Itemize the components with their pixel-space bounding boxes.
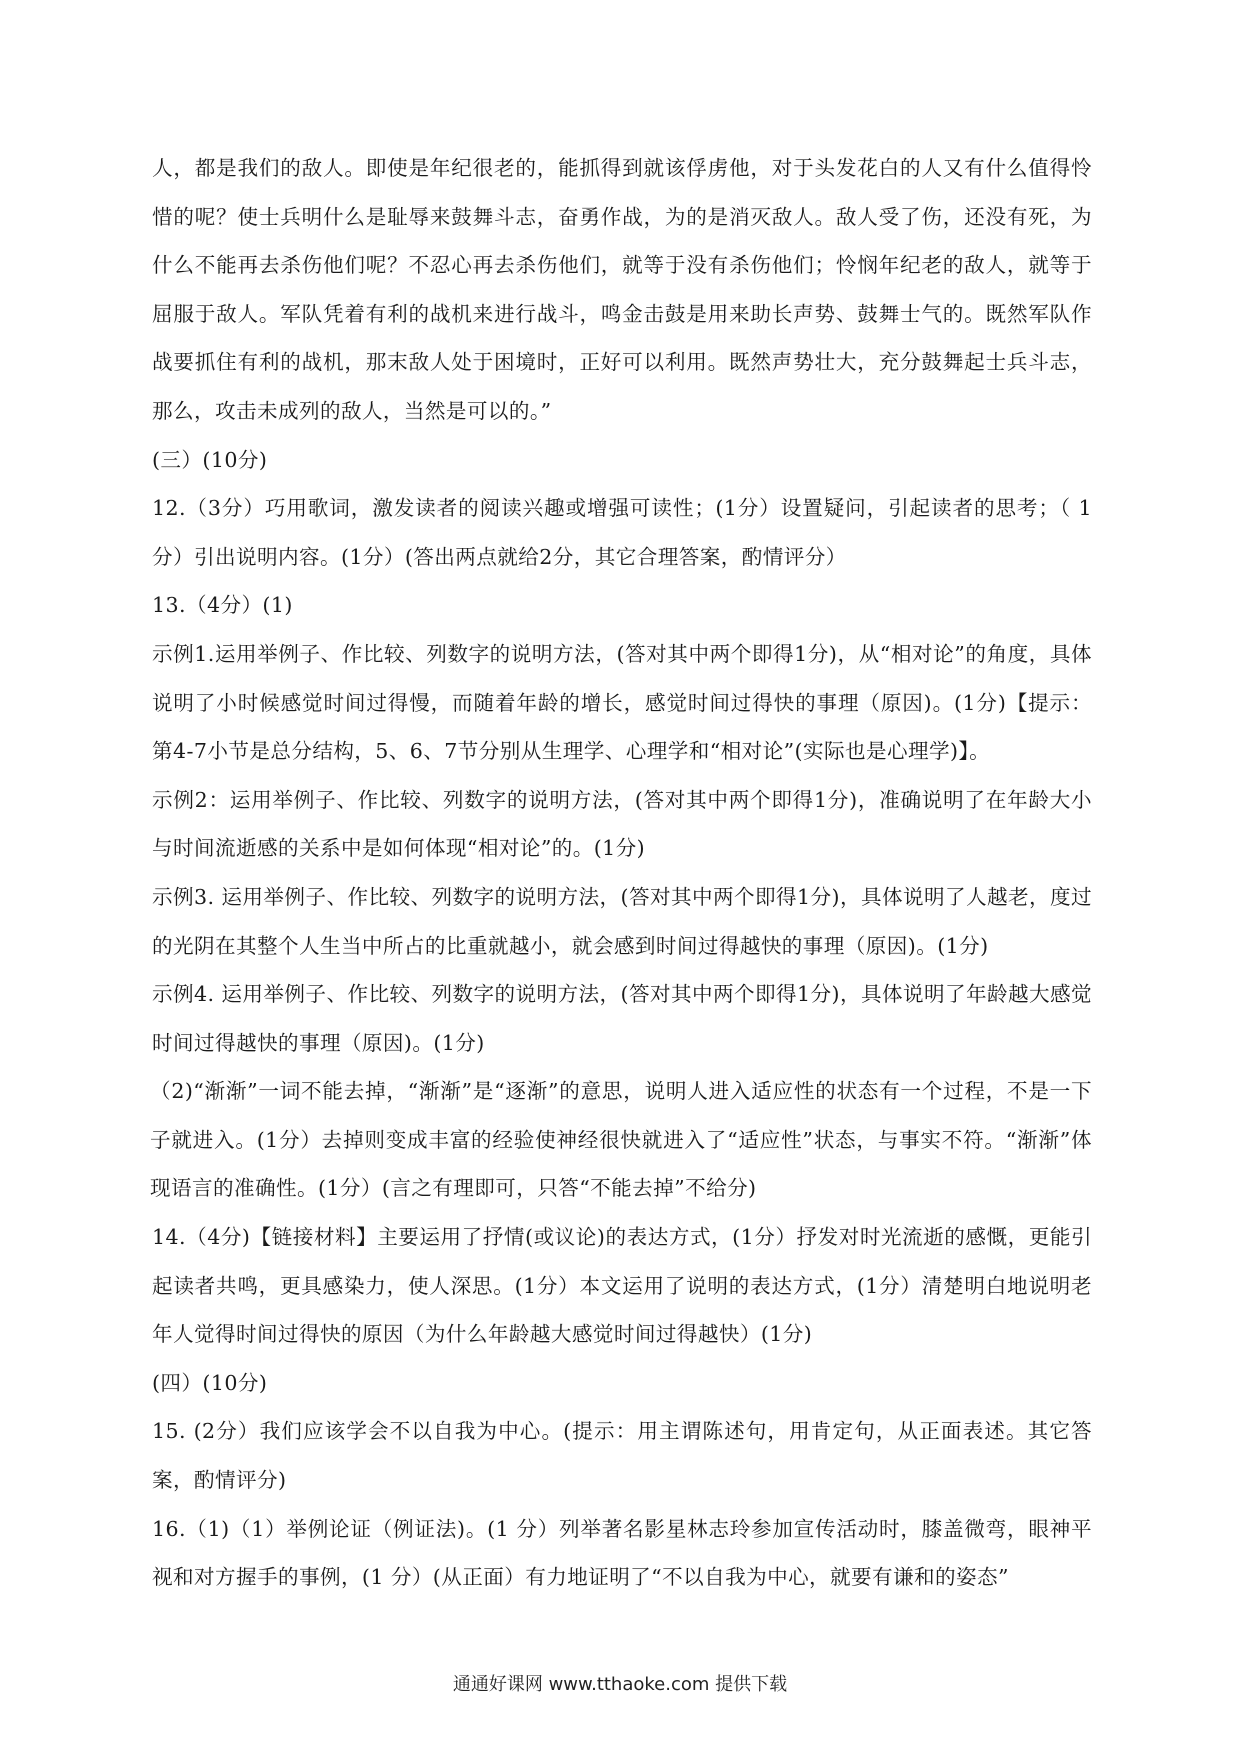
- answer-13-example-2: 示例2：运用举例子、作比较、列数字的说明方法，(答对其中两个即得1分)，准确说明了在年龄大小与时间流逝感的关系中是如何体现“相对论”的。(1分): [152, 787, 1092, 861]
- answer-13-example-3: 示例3. 运用举例子、作比较、列数字的说明方法，(答对其中两个即得1分)，具体说明了人越老，度过的光阴在其整个人生当中所占的比重就越小，就会感到时间过得越快的事理（原因)。(1分): [152, 884, 1092, 958]
- answer-15: 15. (2分）我们应该学会不以自我为中心。(提示：用主谓陈述句，用肯定句，从正面表述。其它答案，酌情评分): [152, 1419, 1092, 1493]
- answer-13-heading: 13.（4分）(1): [152, 593, 293, 618]
- answer-12: 12.（3分）巧用歌词，激发读者的阅读兴趣或增强可读性；(1分）设置疑问，引起读者的思考；（ 1分）引出说明内容。(1分）(答出两点就给2分，其它合理答案，酌情评分）: [152, 496, 1092, 569]
- answer-16: 16.（1)（1）举例论证（例证法)。(1 分）列举著名影星林志玲参加宣传活动时，膝盖微弯，眼神平视和对方握手的事例，(1 分）(从正面）有力地证明了“不以自我为中心，就要有谦和的姿态”: [152, 1516, 1092, 1590]
- paragraph-passage-translation: 人，都是我们的敌人。即使是年纪很老的，能抓得到就该俘虏他，对于头发花白的人又有什么值得怜惜的呢？使士兵明什么是耻辱来鼓舞斗志，奋勇作战，为的是消灭敌人。敌人受了伤，还没有死，为什么不能再去杀伤他们呢？不忍心再去杀伤他们，就等于没有杀伤他们；怜悯年纪老的敌人，就等于屈服于敌人。军队凭着有利的战机来进行战斗，鸣金击鼓是用来助长声势、鼓舞士气的。既然军队作战要抓住有利的战机，那末敌人处于困境时，正好可以利用。既然声势壮大，充分鼓舞起士兵斗志，那么，攻击未成列的敌人，当然是可以的。”: [152, 156, 1092, 423]
- section-heading-4: (四）(10分): [152, 1370, 268, 1395]
- answer-13-example-4: 示例4. 运用举例子、作比较、列数字的说明方法，(答对其中两个即得1分)，具体说明了年龄越大感觉时间过得越快的事理（原因)。(1分): [152, 982, 1092, 1055]
- answer-text-body: [152, 144, 1092, 1602]
- answer-13-example-1: 示例1.运用举例子、作比较、列数字的说明方法，(答对其中两个即得1分)，从“相对论”的角度，具体说明了小时候感觉时间过得慢，而随着年龄的增长，感觉时间过得快的事理（原因)。(1分)【提示：第4-7小节是总分结构，5、6、7节分别从生理学、心理学和“相对论”(实际也是心理学)】。: [152, 641, 1092, 764]
- section-heading-3: (三）(10分): [152, 447, 268, 472]
- answer-13-part-2: （2)“渐渐”一词不能去掉，“渐渐”是“逐渐”的意思，说明人进入适应性的状态有一个过程，不是一下子就进入。(1分）去掉则变成丰富的经验使神经很快就进入了“适应性”状态，与事实不符。“渐渐”体现语言的准确性。(1分）(言之有理即可，只答“不能去掉”不给分): [150, 1079, 1092, 1201]
- page-footer: 通通好课网 www.tthaoke.com 提供下载: [452, 1674, 788, 1695]
- answer-14: 14.（4分)【链接材料】主要运用了抒情(或议论)的表达方式，(1分）抒发对时光流逝的感慨，更能引起读者共鸣，更具感染力，使人深思。(1分）本文运用了说明的表达方式，(1分）清楚明白地说明老年人觉得时间过得快的原因（为什么年龄越大感觉时间过得越快）(1分): [152, 1225, 1092, 1347]
